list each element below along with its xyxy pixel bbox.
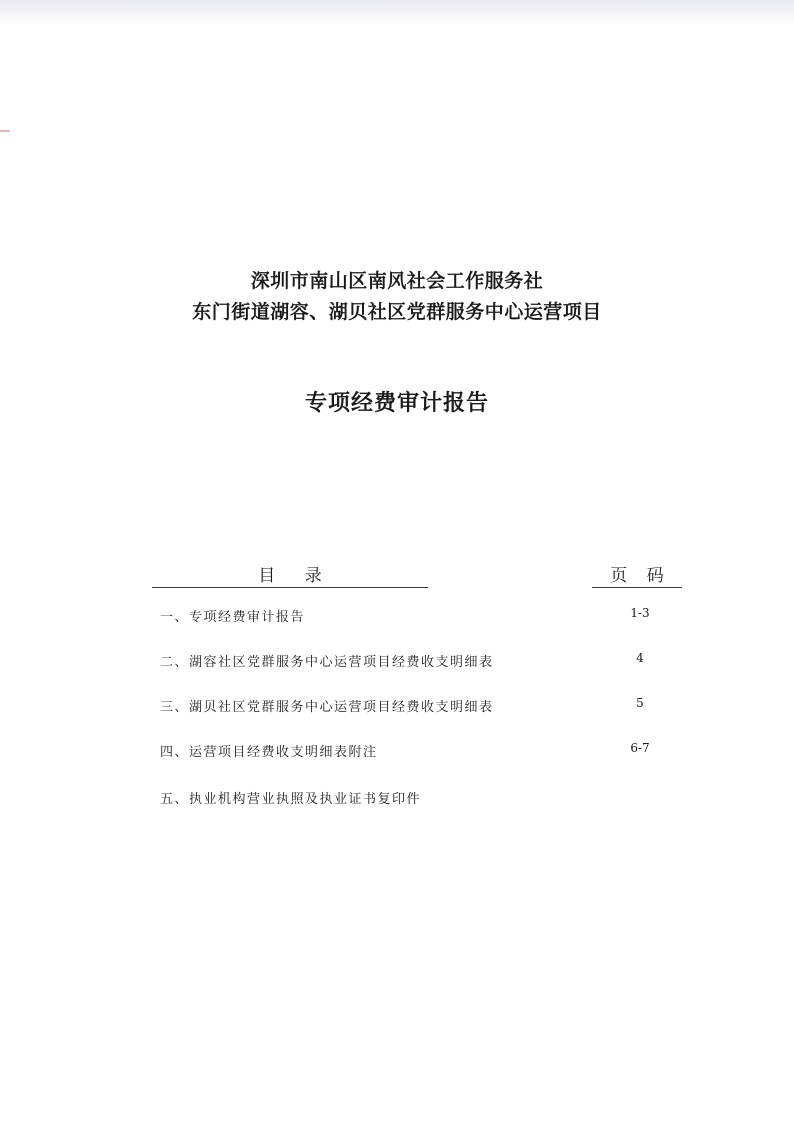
toc-item-2 [0,651,794,673]
toc-item-page: 6-7 [630,741,650,755]
toc-item-label: 四、运营项目经费收支明细表附注 [160,745,378,760]
toc-item-label: 五、执业机构营业执照及执业证书复印件 [160,792,422,807]
toc-item-page: 1-3 [630,606,650,620]
scan-margin-mark [0,130,10,132]
toc-item-label: 一、专项经费审计报告 [160,610,306,625]
toc-item-4 [0,741,794,763]
toc-item-page: 5 [636,696,644,710]
toc-page-heading: 页 码 [610,566,664,586]
scan-top-edge [0,0,794,26]
toc-item-3 [0,696,794,718]
toc-item-label: 三、湖贝社区党群服务中心运营项目经费收支明细表 [160,700,494,715]
toc-contents-rule [152,587,428,588]
toc-item-label: 二、湖容社区党群服务中心运营项目经费收支明细表 [160,655,494,670]
organization-name: 深圳市南山区南风社会工作服务社 [250,270,544,292]
toc-contents-heading: 目 录 [258,566,322,586]
project-name: 东门街道湖容、湖贝社区党群服务中心运营项目 [192,301,602,323]
toc-item-page: 4 [636,651,644,665]
toc-item-5 [0,788,794,810]
report-title: 专项经费审计报告 [304,391,489,416]
toc-page-rule [592,587,682,588]
toc-item-1 [0,606,794,628]
